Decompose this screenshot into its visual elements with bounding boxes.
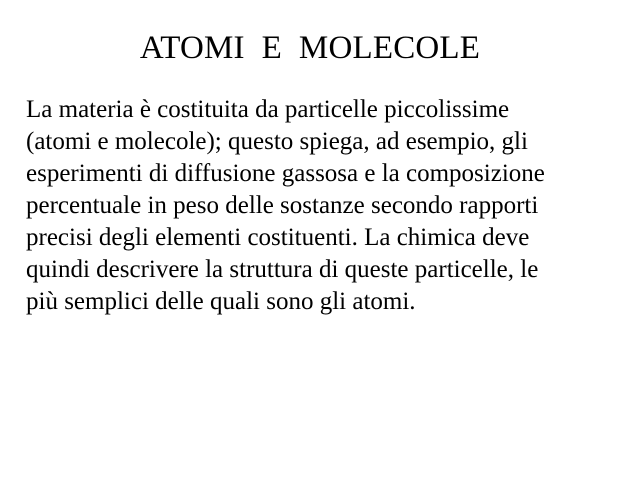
body-line: precisi degli elementi costituenti. La chimica deve (26, 224, 530, 251)
body-line: percentuale in peso delle sostanze secondo rapporti (26, 192, 539, 219)
body-line: La materia è costituita da particelle piccolissime (26, 96, 510, 123)
body-line: (atomi e molecole); questo spiega, ad esempio, gli (26, 128, 528, 155)
slide-title: ATOMI E MOLECOLE (139, 30, 481, 66)
body-line: più semplici delle quali sono gli atomi. (26, 288, 416, 315)
body-line: esperimenti di diffusione gassosa e la composizione (26, 160, 545, 187)
body-line: quindi descrivere la struttura di queste particelle, le (26, 256, 539, 283)
body-paragraph (26, 94, 626, 318)
